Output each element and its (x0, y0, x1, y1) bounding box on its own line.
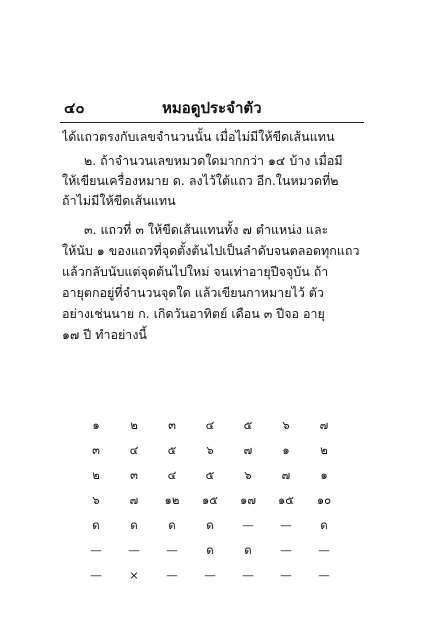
table-cell-r5-c6: — (280, 518, 292, 532)
table-cell-r2-c3: ๕ (167, 443, 177, 457)
paragraph-2-line-3: ถ้าไม่มีให้ขีดเส้นแทน (62, 193, 176, 208)
table-cell-r7-c4: — (204, 568, 216, 582)
table-cell-r7-c5: — (242, 568, 254, 582)
paragraph-3-line-3: แล้วกลับนับแต่จุดต้นไปใหม่ จนเท่าอายุปีจจุบัน ถ้า (62, 264, 329, 279)
table-cell-r1-c6: ๖ (282, 418, 290, 432)
table-cell-r7-c1: — (90, 568, 102, 582)
table-cell-r5-c3: ด (168, 518, 176, 532)
paragraph-3-line-1: ๓. แถวที่ ๓ ให้ขีดเส้นแทนทั้ง ๗ ตำแหน่ง และ (84, 222, 329, 237)
table-cell-r2-c7: ๒ (320, 443, 328, 457)
table-cell-r5-c5: — (242, 518, 254, 532)
table-cell-r3-c3: ๔ (167, 468, 177, 482)
table-cell-r6-c4: ด (206, 543, 214, 557)
table-cell-r6-c3: — (166, 543, 178, 557)
table-cell-r5-c4: ด (206, 518, 214, 532)
table-cell-r3-c6: ๗ (281, 468, 291, 482)
paragraph-1-line-1: ได้แถวตรงกับเลขจำนวนนั้น เมื่อไม่มีให้ขีดเส้นแทน (62, 129, 335, 144)
table-cell-r3-c2: ๓ (130, 468, 138, 482)
table-cell-r4-c1: ๖ (92, 493, 100, 507)
paragraph-3-line-6: ๑๗ ปี ทำอย่างนี้ (62, 327, 147, 342)
table-cell-r7-c3: — (166, 568, 178, 582)
paragraph-3-line-4: อายุตกอยู่ที่จำนวนจุดใด แล้วเขียนกาหมายไว้ ตัว (62, 285, 324, 300)
table-cell-r1-c4: ๔ (205, 418, 215, 432)
number-table (88, 417, 348, 582)
page-header (64, 96, 364, 120)
table-cell-r4-c3: ๑๒ (164, 493, 180, 507)
table-cell-r6-c1: — (90, 543, 102, 557)
table-cell-r4-c2: ๗ (129, 493, 139, 507)
table-cell-r1-c5: ๕ (243, 418, 253, 432)
table-cell-r2-c1: ๓ (92, 443, 100, 457)
table-cell-r5-c1: ด (92, 518, 100, 532)
paragraph-2-line-1: ๒. ถ้าจำนวนเลขหมวดใดมากกว่า ๑๔ บ้าง เมื่อมี (84, 153, 343, 168)
table-cell-r3-c4: ๕ (205, 468, 215, 482)
table-cell-r1-c2: ๒ (130, 418, 138, 432)
table-cell-r3-c7: ๑ (320, 468, 328, 482)
table-cell-r1-c7: ๗ (319, 418, 329, 432)
table-cell-r4-c5: ๑๗ (240, 493, 256, 507)
table-cell-r4-c6: ๑๕ (277, 493, 294, 507)
table-cell-r7-c2: × (129, 568, 139, 582)
table-cell-r6-c2: — (128, 543, 140, 557)
table-cell-r7-c6: — (280, 568, 292, 582)
table-cell-r4-c7: ๑๐ (316, 493, 332, 507)
table-cell-r1-c3: ๓ (168, 418, 176, 432)
table-cell-r2-c5: ๗ (243, 443, 253, 457)
table-cell-r6-c6: — (280, 543, 292, 557)
table-cell-r7-c7: — (318, 568, 330, 582)
page-number: ๔๐ (64, 99, 85, 117)
table-cell-r1-c1: ๑ (92, 418, 100, 432)
header-rule (60, 122, 364, 123)
paragraph-3-line-2: ให้นับ ๑ ของแถวที่จุดตั้งต้นไปเป็นลำดับจนตลอดทุกแถว (62, 243, 360, 258)
table-cell-r4-c4: ๑๕ (201, 493, 218, 507)
table-cell-r2-c2: ๔ (129, 443, 139, 457)
table-cell-r2-c4: ๖ (206, 443, 214, 457)
table-cell-r3-c1: ๒ (92, 468, 100, 482)
table-cell-r6-c7: — (318, 543, 330, 557)
table-cell-r2-c6: ๑ (282, 443, 290, 457)
paragraph-2-line-2: ให้เขียนเครื่องหมาย ด. ลงไว้ใต้แถว อีก.ในหมวดที่๒ (62, 173, 339, 188)
table-cell-r5-c7: ด (320, 518, 328, 532)
paragraph-3-line-5: อย่างเช่นนาย ก. เกิดวันอาทิตย์ เดือน ๓ ปีจอ อายุ (62, 306, 325, 321)
table-cell-r6-c5: ด (244, 543, 252, 557)
table-cell-r5-c2: ด (130, 518, 138, 532)
running-title: หมอดูประจำตัว (162, 99, 262, 117)
table-cell-r3-c5: ๖ (244, 468, 252, 482)
